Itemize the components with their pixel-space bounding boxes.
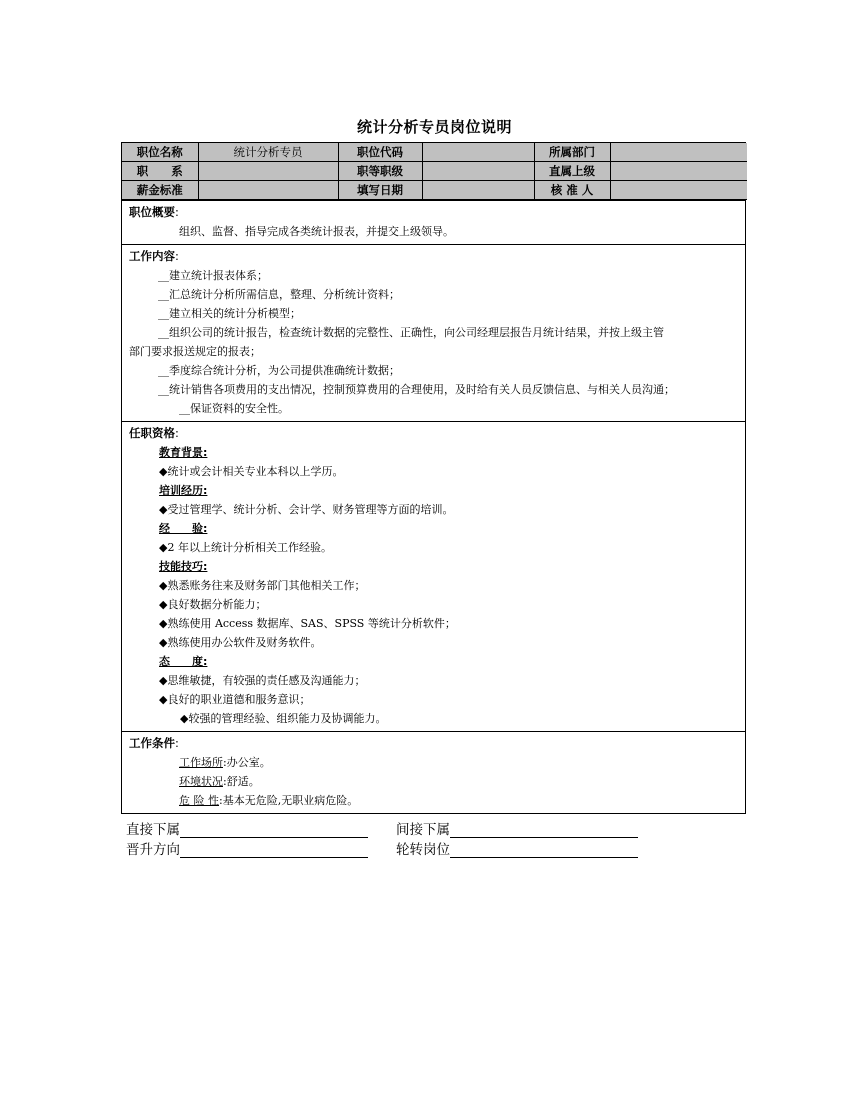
- value-department: [610, 143, 747, 162]
- label-fill-date: 填写日期: [338, 181, 422, 200]
- header-row: [122, 181, 747, 200]
- label-department: 所属部门: [534, 143, 610, 162]
- section-title: 职位概要:: [129, 205, 179, 219]
- list-item: __统计销售各项费用的支出情况，控制预算费用的合理使用，及时给有关人员反馈信息、与相关人员沟通；: [158, 383, 675, 396]
- list-item: __汇总统计分析所需信息，整理、分析统计资料；: [158, 288, 400, 301]
- indirect-subordinate-field[interactable]: [450, 823, 638, 838]
- list-item: ◆思维敏捷，有较强的责任感及沟通能力；: [159, 674, 366, 687]
- list-item: ◆2 年以上统计分析相关工作经验。: [159, 541, 332, 554]
- label-approver: 核 准 人: [534, 181, 610, 200]
- education-heading: 教育背景:: [159, 446, 208, 459]
- value-salary: [198, 181, 338, 200]
- value-position-code: [422, 143, 534, 162]
- list-item: __组织公司的统计报告，检查统计数据的完整性、正确性，向公司经理层报告月统计结果，并按上级主管: [158, 326, 664, 339]
- label-salary: 薪金标准: [122, 181, 198, 200]
- label-position-name: 职位名称: [122, 143, 198, 162]
- section-title: 任职资格:: [129, 426, 179, 440]
- section-qualifications: [122, 421, 745, 731]
- list-item: ◆受过管理学、统计分析、会计学、财务管理等方面的培训。: [159, 503, 454, 516]
- job-description-form: [121, 142, 746, 814]
- indirect-subordinate-label: 间接下属: [396, 822, 450, 838]
- attitude-heading: 态 度:: [159, 655, 208, 668]
- list-item: ◆良好的职业道德和服务意识；: [159, 693, 311, 706]
- list-item: __季度综合统计分析，为公司提供准确统计数据；: [158, 364, 400, 377]
- list-item: ◆较强的管理经验、组织能力及协调能力。: [180, 712, 387, 725]
- rotation-field[interactable]: [450, 843, 638, 858]
- footer-row-subordinates: [126, 818, 638, 838]
- list-item: ◆熟练使用 Access 数据库、SAS、SPSS 等统计分析软件；: [159, 617, 456, 630]
- value-job-family: [198, 162, 338, 181]
- value-position-name: 统计分析专员: [198, 143, 338, 162]
- promotion-field[interactable]: [180, 843, 368, 858]
- label-position-code: 职位代码: [338, 143, 422, 162]
- label-grade: 职等职级: [338, 162, 422, 181]
- section-conditions: [122, 731, 745, 813]
- value-fill-date: [422, 181, 534, 200]
- list-item-continued: 部门要求报送规定的报表；: [129, 345, 261, 358]
- section-title: 工作条件:: [129, 736, 179, 750]
- rotation-label: 轮转岗位: [396, 842, 450, 858]
- value-approver: [610, 181, 747, 200]
- label-supervisor: 直属上级: [534, 162, 610, 181]
- skills-heading: 技能技巧:: [159, 560, 208, 573]
- promotion-label: 晋升方向: [126, 842, 180, 858]
- section-overview: [122, 200, 745, 244]
- experience-heading: 经 验:: [159, 522, 208, 535]
- training-heading: 培训经历:: [159, 484, 208, 497]
- list-item: ◆良好数据分析能力；: [159, 598, 267, 611]
- header-table: [122, 143, 747, 200]
- header-row: [122, 162, 747, 181]
- direct-subordinate-field[interactable]: [180, 823, 368, 838]
- condition-hazard: 危 险 性:基本无危险,无职业病危险。: [179, 794, 359, 807]
- condition-workplace: 工作场所:办公室。: [179, 756, 271, 769]
- list-item: ◆统计或会计相关专业本科以上学历。: [159, 465, 344, 478]
- overview-text: 组织、监督、指导完成各类统计报表，并提交上级领导。: [179, 225, 454, 238]
- value-supervisor: [610, 162, 747, 181]
- list-item: __保证资料的安全性。: [179, 402, 289, 415]
- condition-environment: 环境状况:舒适。: [179, 775, 260, 788]
- section-work: [122, 244, 745, 421]
- section-title: 工作内容:: [129, 249, 179, 263]
- footer-row-career: [126, 838, 638, 858]
- direct-subordinate-label: 直接下属: [126, 822, 180, 838]
- list-item: ◆熟练使用办公软件及财务软件。: [159, 636, 322, 649]
- label-job-family: 职 系: [122, 162, 198, 181]
- value-grade: [422, 162, 534, 181]
- header-row: [122, 143, 747, 162]
- list-item: __建立相关的统计分析模型；: [158, 307, 301, 320]
- page-title: 统计分析专员岗位说明: [356, 118, 512, 136]
- list-item: ◆熟悉账务往来及财务部门其他相关工作；: [159, 579, 366, 592]
- list-item: __建立统计报表体系；: [158, 269, 268, 282]
